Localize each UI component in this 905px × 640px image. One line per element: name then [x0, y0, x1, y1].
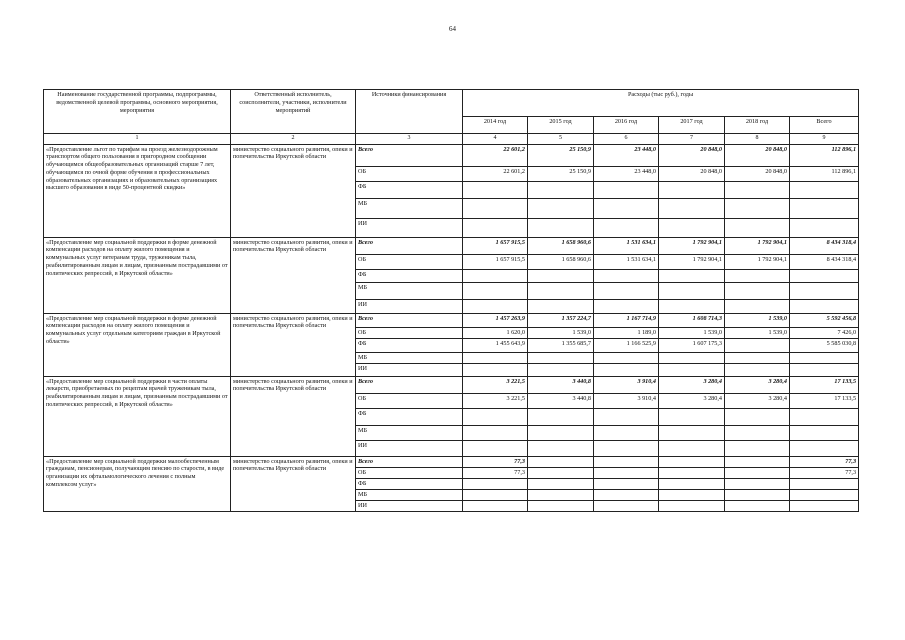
expense-value: 1 657 915,5: [463, 254, 528, 269]
expense-value: [725, 467, 790, 478]
column-number: 4: [463, 134, 528, 145]
expense-value: [594, 363, 659, 376]
expense-value: 77,3: [790, 467, 859, 478]
expense-value: [528, 425, 594, 440]
header-name: Наименование государственной программы, подпрограммы, ведомственной целевой программы, основного мероприятия, мероприятия: [44, 90, 231, 134]
expense-value: [790, 218, 859, 237]
header-executor: Ответственный исполнитель, соисполнители, участники, исполнители мероприятий: [231, 90, 356, 134]
header-year: 2015 год: [528, 117, 594, 134]
expense-value: 1 658 960,6: [528, 237, 594, 254]
expense-value: [790, 489, 859, 500]
expense-value: [528, 489, 594, 500]
expense-value: [659, 352, 725, 363]
expense-value: [790, 425, 859, 440]
expense-value: [790, 440, 859, 456]
funding-source: ОБ: [356, 393, 463, 408]
measure-executor: министерство социального развития, опеки и попечительства Иркутской области: [231, 237, 356, 313]
funding-source: МБ: [356, 489, 463, 500]
expense-value: [659, 467, 725, 478]
expense-value: [790, 408, 859, 425]
expense-value: [659, 181, 725, 198]
funding-source: ИИ: [356, 363, 463, 376]
column-number: 3: [356, 134, 463, 145]
expense-value: [659, 456, 725, 467]
expense-value: 7 426,0: [790, 327, 859, 338]
expense-value: 1 457 263,9: [463, 313, 528, 327]
expense-value: [528, 456, 594, 467]
table-row: [44, 376, 859, 393]
measure-name: «Предоставление мер социальной поддержки в форме денежной компенсации расходов на оплату жилого помещения и коммунальных услуг ветеранам труда, труженикам тыла, реабилитированным лицам и лицам, признанным пострадавшими от политических репрессий, в Иркутской области»: [44, 237, 231, 313]
expense-value: [725, 299, 790, 313]
expense-value: [659, 269, 725, 282]
column-number: 7: [659, 134, 725, 145]
expense-value: [790, 363, 859, 376]
expense-value: [659, 408, 725, 425]
column-number: 9: [790, 134, 859, 145]
expense-value: [594, 467, 659, 478]
expense-value: 1 792 904,1: [659, 254, 725, 269]
expense-value: [790, 282, 859, 299]
expense-value: 1 357 224,7: [528, 313, 594, 327]
funding-source: ИИ: [356, 299, 463, 313]
table-row: [44, 456, 859, 467]
expense-value: 20 848,0: [659, 166, 725, 181]
expense-value: [725, 478, 790, 489]
expense-value: 112 896,1: [790, 144, 859, 166]
column-number: 5: [528, 134, 594, 145]
funding-source: ИИ: [356, 218, 463, 237]
expense-value: 20 848,0: [725, 166, 790, 181]
expense-value: [463, 269, 528, 282]
expense-value: 17 133,5: [790, 376, 859, 393]
expense-value: [659, 218, 725, 237]
expense-value: [528, 198, 594, 218]
expense-value: 1 607 175,3: [659, 338, 725, 352]
expense-value: 1 792 904,1: [725, 254, 790, 269]
expense-value: [790, 299, 859, 313]
expense-value: [659, 425, 725, 440]
expense-value: [594, 425, 659, 440]
header-year: 2014 год: [463, 117, 528, 134]
expense-value: 22 601,2: [463, 144, 528, 166]
funding-source: ФБ: [356, 338, 463, 352]
funding-source: ФБ: [356, 408, 463, 425]
expense-value: [790, 500, 859, 511]
expense-value: [725, 456, 790, 467]
expense-value: 1 657 915,5: [463, 237, 528, 254]
column-number: 8: [725, 134, 790, 145]
expense-value: [725, 500, 790, 511]
expense-value: [659, 198, 725, 218]
expense-value: [790, 181, 859, 198]
expense-value: [463, 500, 528, 511]
expense-value: [528, 478, 594, 489]
expense-value: [528, 500, 594, 511]
expense-value: [594, 500, 659, 511]
expense-value: [463, 299, 528, 313]
table-row: [44, 313, 859, 327]
expense-value: [659, 489, 725, 500]
measure-executor: министерство социального развития, опеки и попечительства Иркутской области: [231, 456, 356, 511]
expense-value: [659, 363, 725, 376]
expense-value: [790, 478, 859, 489]
expense-value: [528, 440, 594, 456]
measure-executor: министерство социального развития, опеки и попечительства Иркутской области: [231, 376, 356, 456]
measure-name: «Предоставление мер социальной поддержки в части оплаты лекарств, приобретаемых по рецептам врачей труженикам тыла, реабилитированным лицам и лицам, признанным пострадавшими от политических репрессий, в Иркутской области»: [44, 376, 231, 456]
measure-executor: министерство социального развития, опеки и попечительства Иркутской области: [231, 144, 356, 237]
expense-value: 23 448,0: [594, 144, 659, 166]
expense-value: 3 440,8: [528, 376, 594, 393]
expense-value: [594, 478, 659, 489]
expense-value: [594, 198, 659, 218]
expense-value: 1 455 643,9: [463, 338, 528, 352]
expense-value: 3 221,5: [463, 393, 528, 408]
expense-value: [594, 269, 659, 282]
expense-value: 1 539,0: [725, 327, 790, 338]
expense-value: 1 792 904,1: [725, 237, 790, 254]
expense-value: 1 608 714,3: [659, 313, 725, 327]
expense-value: [659, 299, 725, 313]
expense-value: 5 592 456,8: [790, 313, 859, 327]
funding-source: МБ: [356, 282, 463, 299]
expense-value: [594, 218, 659, 237]
expense-value: [528, 408, 594, 425]
expense-value: [594, 440, 659, 456]
expense-value: [725, 425, 790, 440]
expense-value: [790, 352, 859, 363]
funding-source: ОБ: [356, 254, 463, 269]
measure-name: «Предоставление мер социальной поддержки малообеспеченным гражданам, пенсионерам, получающим пенсию по старости, в виде организации их офтальмологического лечения с полным комплексом услуг»: [44, 456, 231, 511]
expense-value: [463, 363, 528, 376]
expense-value: [725, 440, 790, 456]
header-year: 2016 год: [594, 117, 659, 134]
expense-value: [594, 456, 659, 467]
funding-source: ИИ: [356, 440, 463, 456]
funding-source: ФБ: [356, 269, 463, 282]
column-number: 6: [594, 134, 659, 145]
expense-value: [463, 440, 528, 456]
expense-value: 112 896,1: [790, 166, 859, 181]
header-expenses: Расходы (тыс руб.), годы: [463, 90, 859, 117]
expense-value: 1 531 634,1: [594, 237, 659, 254]
expense-value: [790, 198, 859, 218]
column-number: 2: [231, 134, 356, 145]
funding-source: Всего: [356, 376, 463, 393]
expense-value: 3 280,4: [725, 376, 790, 393]
funding-source: Всего: [356, 313, 463, 327]
expense-value: [463, 282, 528, 299]
expense-value: [725, 181, 790, 198]
expense-value: 23 448,0: [594, 166, 659, 181]
expense-value: [528, 282, 594, 299]
expense-value: [463, 408, 528, 425]
expense-value: 1 355 685,7: [528, 338, 594, 352]
expense-value: [594, 408, 659, 425]
expense-value: [725, 352, 790, 363]
funding-source: ОБ: [356, 327, 463, 338]
expense-value: 1 166 525,9: [594, 338, 659, 352]
funding-source: МБ: [356, 425, 463, 440]
expense-value: [659, 440, 725, 456]
funding-source: ФБ: [356, 478, 463, 489]
table-row: [44, 237, 859, 254]
header-year: 2018 год: [725, 117, 790, 134]
funding-source: МБ: [356, 352, 463, 363]
funding-source: МБ: [356, 198, 463, 218]
expense-value: [659, 500, 725, 511]
expense-value: [725, 198, 790, 218]
expense-value: 3 280,4: [725, 393, 790, 408]
expense-value: [463, 478, 528, 489]
header-source: Источники финансирования: [356, 90, 463, 134]
expense-value: [463, 181, 528, 198]
expense-value: 1 792 904,1: [659, 237, 725, 254]
expense-value: [594, 299, 659, 313]
expense-value: [725, 218, 790, 237]
expense-value: [528, 467, 594, 478]
expense-value: 1 539,0: [528, 327, 594, 338]
expense-value: [725, 269, 790, 282]
expense-value: 17 133,5: [790, 393, 859, 408]
expense-value: 3 910,4: [594, 393, 659, 408]
expense-value: [725, 338, 790, 352]
expense-value: 8 434 318,4: [790, 254, 859, 269]
expense-value: [659, 478, 725, 489]
expense-value: 1 539,0: [659, 327, 725, 338]
expense-value: 1 658 960,6: [528, 254, 594, 269]
expense-value: 77,3: [463, 456, 528, 467]
column-number: 1: [44, 134, 231, 145]
expense-value: [528, 352, 594, 363]
expense-value: 1 620,0: [463, 327, 528, 338]
expenses-table: [43, 89, 859, 512]
measure-name: «Предоставление мер социальной поддержки в форме денежной компенсации расходов на оплату жилого помещения и коммунальных услуг отдельным категориям граждан в Иркутской области»: [44, 313, 231, 376]
expense-value: [528, 269, 594, 282]
expense-value: [528, 181, 594, 198]
expense-value: [463, 352, 528, 363]
expense-value: 3 280,4: [659, 393, 725, 408]
expense-value: [463, 218, 528, 237]
expense-value: 3 221,5: [463, 376, 528, 393]
expense-value: 3 440,8: [528, 393, 594, 408]
expense-value: [790, 269, 859, 282]
measure-name: «Предоставление льгот по тарифам на проезд железнодорожным транспортом общего пользования в пригородном сообщении обучающимся общеобразовательных организаций старше 7 лет, обучающимся по очной форме обучения в профессиональных образовательных организациях и образовательных организациях высшего образования в виде 50-процентной скидки»: [44, 144, 231, 237]
expense-value: 8 434 318,4: [790, 237, 859, 254]
expense-value: 20 848,0: [725, 144, 790, 166]
header-year: 2017 год: [659, 117, 725, 134]
expense-value: 5 585 030,8: [790, 338, 859, 352]
funding-source: ОБ: [356, 467, 463, 478]
expense-value: [594, 181, 659, 198]
funding-source: Всего: [356, 456, 463, 467]
funding-source: ИИ: [356, 500, 463, 511]
expense-value: 3 910,4: [594, 376, 659, 393]
measure-executor: министерство социального развития, опеки и попечительства Иркутской области: [231, 313, 356, 376]
expense-value: 1 531 634,1: [594, 254, 659, 269]
funding-source: Всего: [356, 237, 463, 254]
expense-value: 25 150,9: [528, 166, 594, 181]
funding-source: ОБ: [356, 166, 463, 181]
expense-value: [725, 282, 790, 299]
funding-source: Всего: [356, 144, 463, 166]
expense-value: 77,3: [790, 456, 859, 467]
expense-value: 20 848,0: [659, 144, 725, 166]
expense-value: 1 167 714,9: [594, 313, 659, 327]
expense-value: [463, 489, 528, 500]
expense-value: [594, 489, 659, 500]
expense-value: [463, 198, 528, 218]
expense-value: [463, 425, 528, 440]
expense-value: 77,3: [463, 467, 528, 478]
expense-value: 3 280,4: [659, 376, 725, 393]
expense-value: [725, 408, 790, 425]
funding-source: ФБ: [356, 181, 463, 198]
page-number: 64: [449, 25, 456, 33]
expense-value: [528, 299, 594, 313]
expense-value: [659, 282, 725, 299]
expense-value: [725, 363, 790, 376]
expense-value: 25 150,9: [528, 144, 594, 166]
expense-value: 22 601,2: [463, 166, 528, 181]
expense-value: [528, 218, 594, 237]
expense-value: [594, 352, 659, 363]
header-year: Всего: [790, 117, 859, 134]
expense-value: 1 539,0: [725, 313, 790, 327]
expense-value: [594, 282, 659, 299]
expense-value: [725, 489, 790, 500]
table-row: [44, 144, 859, 166]
expense-value: [528, 363, 594, 376]
expense-value: 1 189,0: [594, 327, 659, 338]
